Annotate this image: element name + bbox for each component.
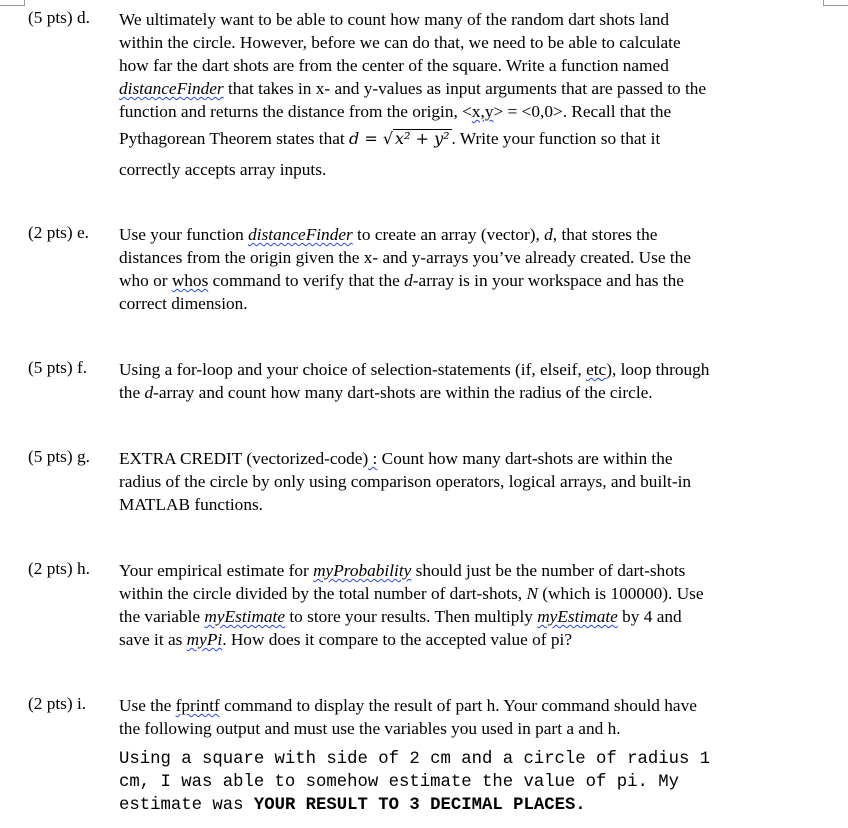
text-line: within the circle. However, before we can do that, we need to be able to calculate	[119, 33, 681, 52]
command-name: fprintf	[175, 696, 220, 715]
question-body	[119, 223, 819, 315]
text-line: who or whos command to verify that the d-array is in your workspace and has the	[119, 271, 684, 290]
question-label: (2 pts) h.	[28, 559, 90, 578]
text-line: how far the dart shots are from the center of the square. Write a function named	[119, 56, 669, 75]
coordinate-xy: x,y	[471, 102, 494, 121]
code-line: Using a square with side of 2 cm and a circle of radius 1	[119, 750, 711, 769]
function-name: distanceFinder	[119, 79, 224, 98]
text-line: correct dimension.	[119, 294, 248, 313]
question-label: (5 pts) d.	[28, 8, 90, 27]
text-line: correctly accepts array inputs.	[119, 160, 327, 179]
code-line: estimate was YOUR RESULT TO 3 DECIMAL PLACES.	[119, 796, 586, 815]
text-line: the following output and must use the variables you used in part a and h.	[119, 719, 621, 738]
page-corner-left	[0, 0, 25, 6]
text-line: distances from the origin given the x- and y-arrays you’ve already created. Use the	[119, 248, 691, 267]
question-label: (5 pts) f.	[28, 358, 88, 377]
text-line: We ultimately want to be able to count how many of the random dart shots land	[119, 10, 670, 29]
variable-name: myProbability	[313, 561, 412, 580]
text-line: the variable myEstimate to store your results. Then multiply myEstimate by 4 and	[119, 607, 682, 626]
text-line: EXTRA CREDIT (vectorized-code) : Count how many dart-shots are within the	[119, 449, 673, 468]
variable-name: myPi	[186, 630, 223, 649]
question-label: (2 pts) e.	[28, 223, 89, 242]
variable-name: myEstimate	[204, 607, 286, 626]
question-label: (2 pts) i.	[28, 694, 87, 713]
text-line: Using a for-loop and your choice of selection-statements (if, elseif, etc), loop through	[119, 360, 710, 379]
function-name: distanceFinder	[248, 225, 353, 244]
question-body	[119, 358, 819, 404]
question-body	[119, 8, 819, 181]
text-line: save it as myPi. How does it compare to the accepted value of pi?	[119, 630, 572, 649]
variable-name: myEstimate	[537, 607, 618, 626]
command-name: whos	[171, 271, 209, 290]
text-line: the d-array and count how many dart-shots are within the radius of the circle.	[119, 383, 653, 402]
question-body	[119, 447, 819, 516]
distance-formula: d = √ x² + y²	[349, 129, 450, 148]
text-line: function and returns the distance from the origin, <x,y> = <0,0>. Recall that the	[119, 102, 672, 121]
text-line: distanceFinder that takes in x- and y-values as input arguments that are passed to the	[119, 79, 707, 98]
text-line: Use your function distanceFinder to create an array (vector), d, that stores the	[119, 225, 658, 244]
text-line: within the circle divided by the total number of dart-shots, N (which is 100000). Use	[119, 584, 704, 603]
page-corner-right	[823, 0, 848, 6]
text-line: Use the fprintf command to display the result of part h. Your command should have	[119, 696, 697, 715]
text-line: radius of the circle by only using comparison operators, logical arrays, and built-in	[119, 472, 692, 491]
text-line: Pythagorean Theorem states that d = √ x² + y² . Write your function so that it	[119, 129, 661, 148]
text-line: MATLAB functions.	[119, 495, 264, 514]
code-line: cm, I was able to somehow estimate the value of pi. My	[119, 773, 680, 792]
result-placeholder: YOUR RESULT TO 3 DECIMAL PLACES.	[253, 796, 586, 815]
question-label: (5 pts) g.	[28, 447, 90, 466]
question-body	[119, 559, 819, 651]
question-body	[119, 694, 819, 817]
text-line: Your empirical estimate for myProbability should just be the number of dart-shots	[119, 561, 686, 580]
